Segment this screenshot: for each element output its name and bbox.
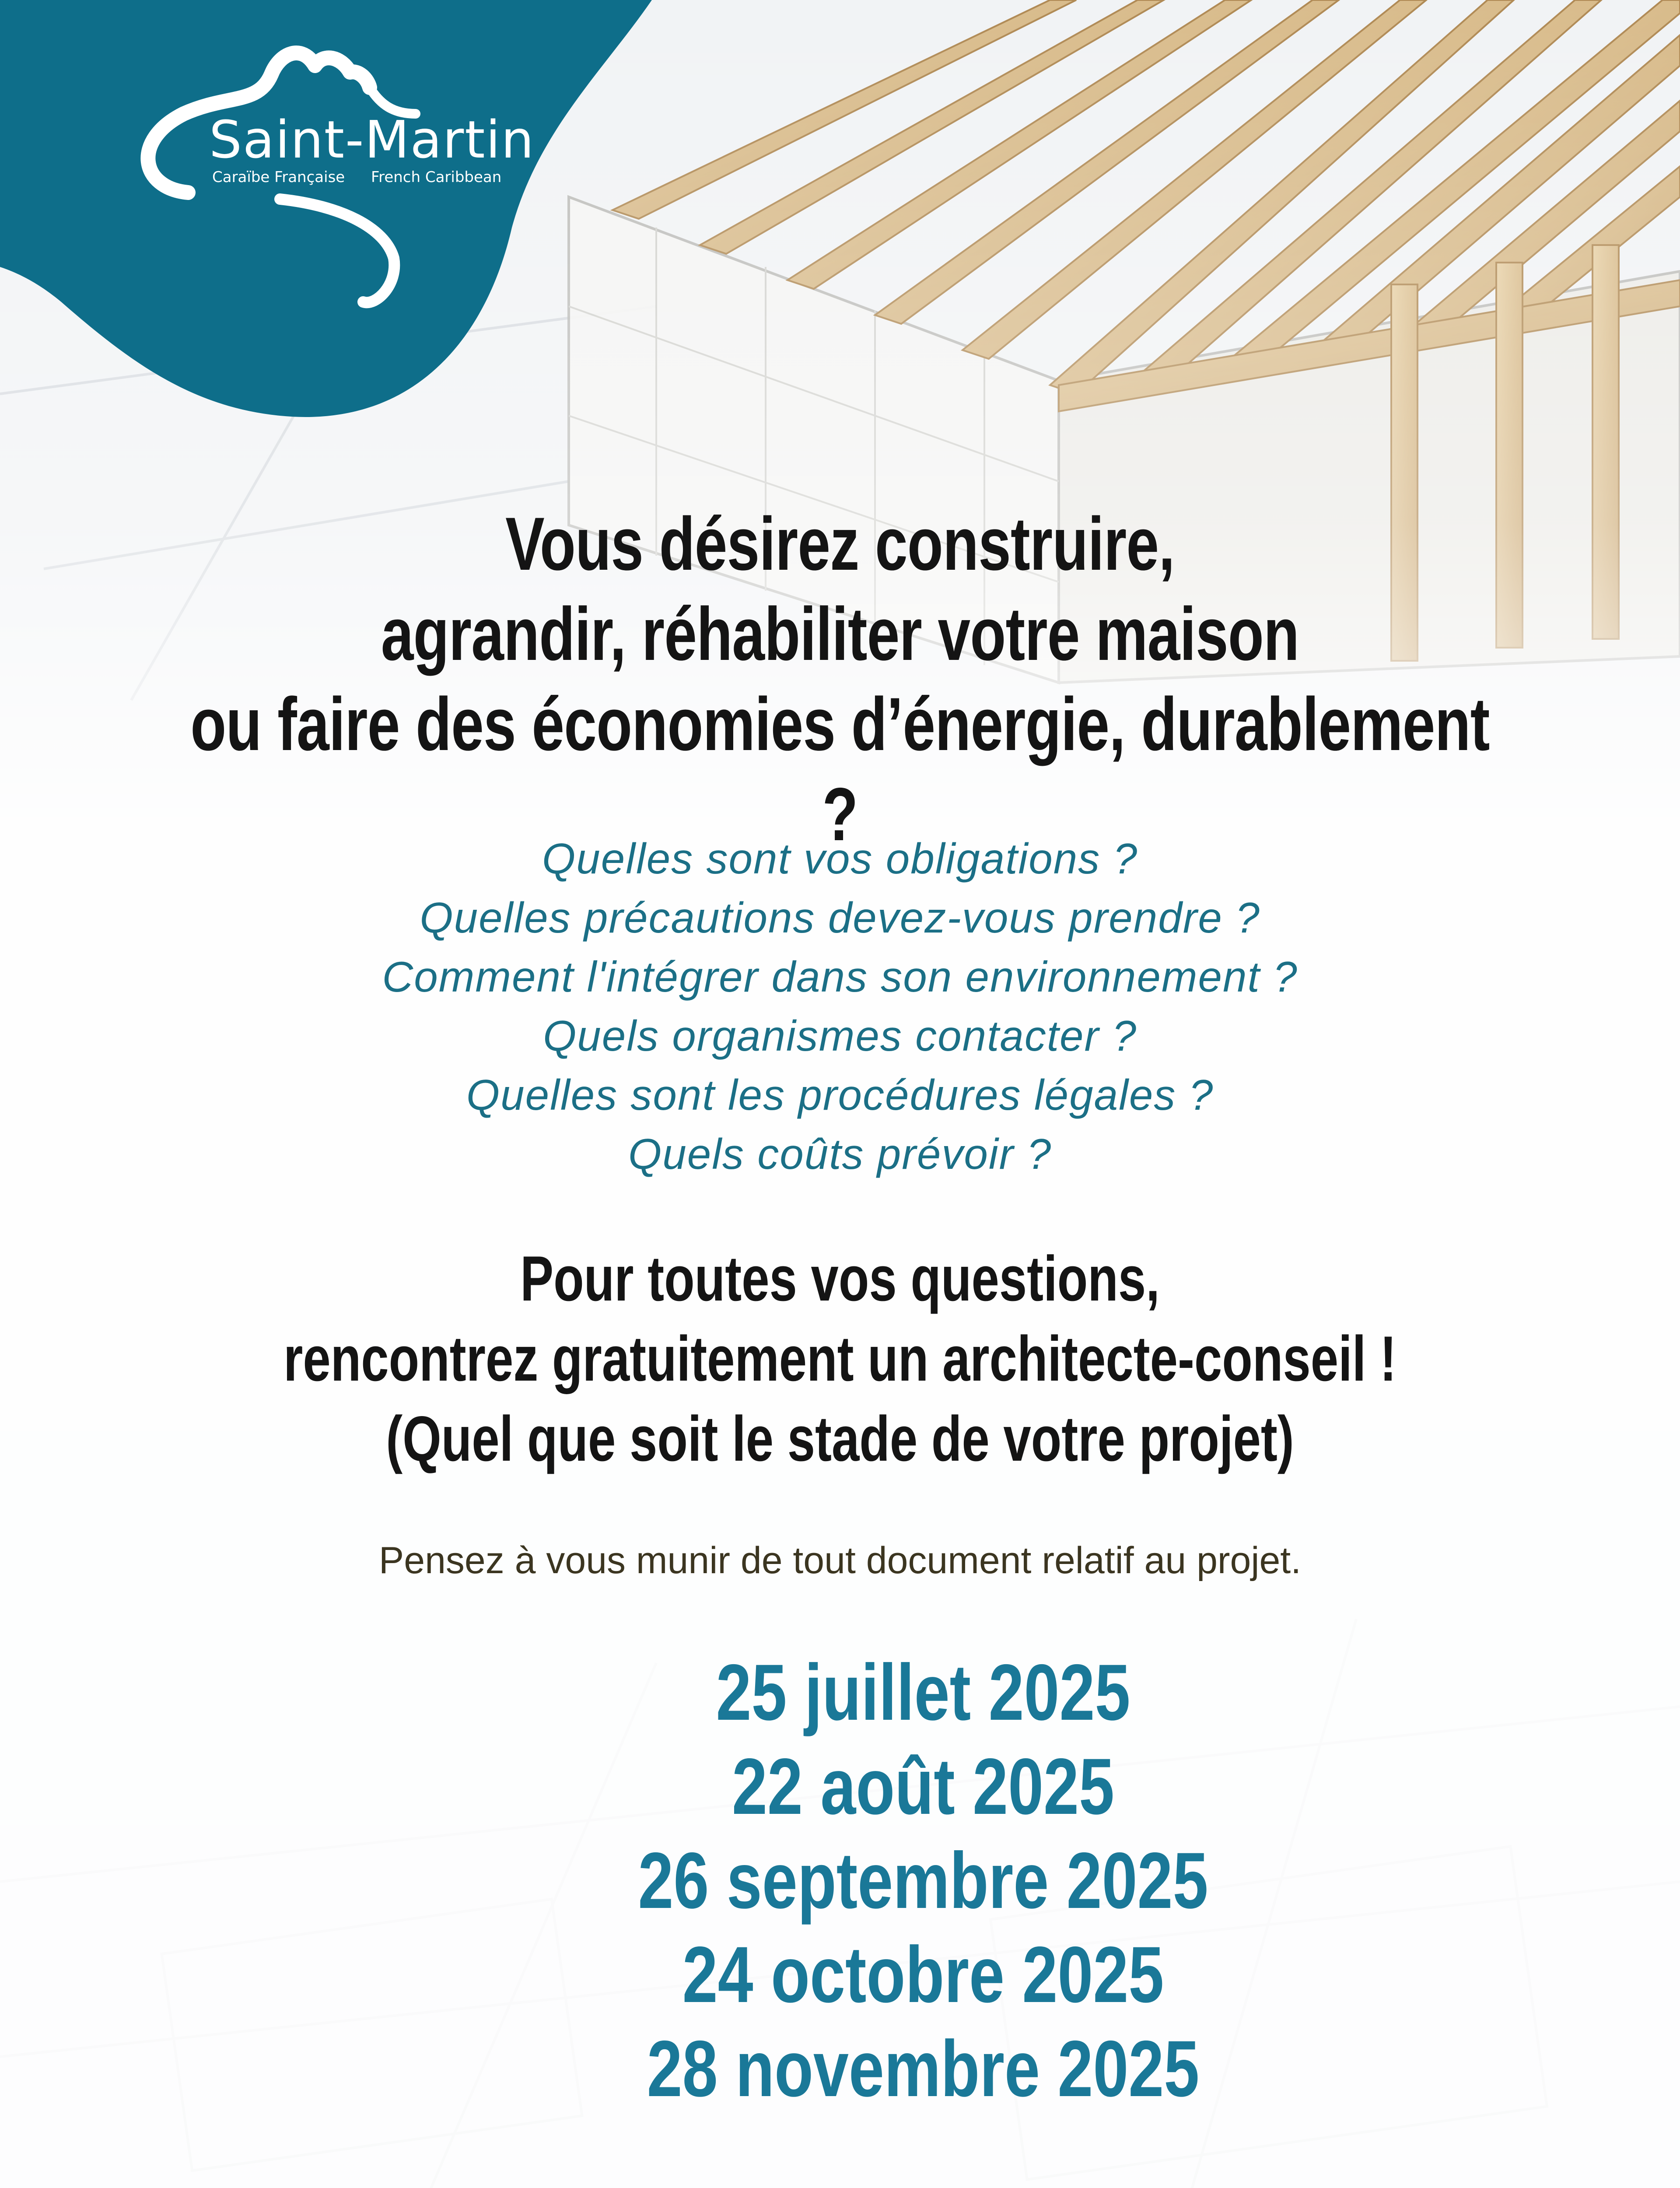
question-item: Comment l'intégrer dans son environnement ? bbox=[382, 953, 1298, 1001]
callout-line: (Quel que soit le stade de votre projet) bbox=[386, 1403, 1294, 1474]
dates-list bbox=[251, 1645, 1595, 2116]
logo-subtitle-en: French Caribbean bbox=[371, 168, 502, 186]
question-item: Quelles sont les procédures légales ? bbox=[466, 1071, 1214, 1119]
callout-heading bbox=[185, 1238, 1495, 1479]
question-item: Quels coûts prévoir ? bbox=[628, 1130, 1052, 1178]
headline-line: Vous désirez construire, bbox=[505, 502, 1175, 586]
headline-line: agrandir, réhabiliter votre maison bbox=[381, 592, 1299, 676]
date-item: 22 août 2025 bbox=[732, 1742, 1115, 1831]
headline-line: ou faire des économies d’énergie, durablement ? bbox=[190, 682, 1490, 856]
logo-name: Saint-Martin bbox=[209, 109, 535, 170]
logo-subtitle-fr: Caraïbe Française bbox=[212, 168, 345, 186]
question-item: Quels organismes contacter ? bbox=[543, 1012, 1137, 1060]
date-item: 24 octobre 2025 bbox=[682, 1930, 1164, 2019]
date-item: 26 septembre 2025 bbox=[638, 1836, 1208, 1925]
callout-line: rencontrez gratuitement un architecte-conseil ! bbox=[284, 1323, 1396, 1394]
question-item: Quelles précautions devez-vous prendre ? bbox=[420, 894, 1260, 942]
date-item: 28 novembre 2025 bbox=[647, 2024, 1200, 2113]
question-item: Quelles sont vos obligations ? bbox=[542, 835, 1138, 883]
callout-line: Pour toutes vos questions, bbox=[520, 1243, 1160, 1314]
date-item: 25 juillet 2025 bbox=[716, 1648, 1130, 1737]
main-headline bbox=[185, 499, 1495, 859]
document-note: Pensez à vous munir de tout document relatif au projet. bbox=[378, 1539, 1302, 1581]
questions-list bbox=[0, 829, 1680, 1184]
